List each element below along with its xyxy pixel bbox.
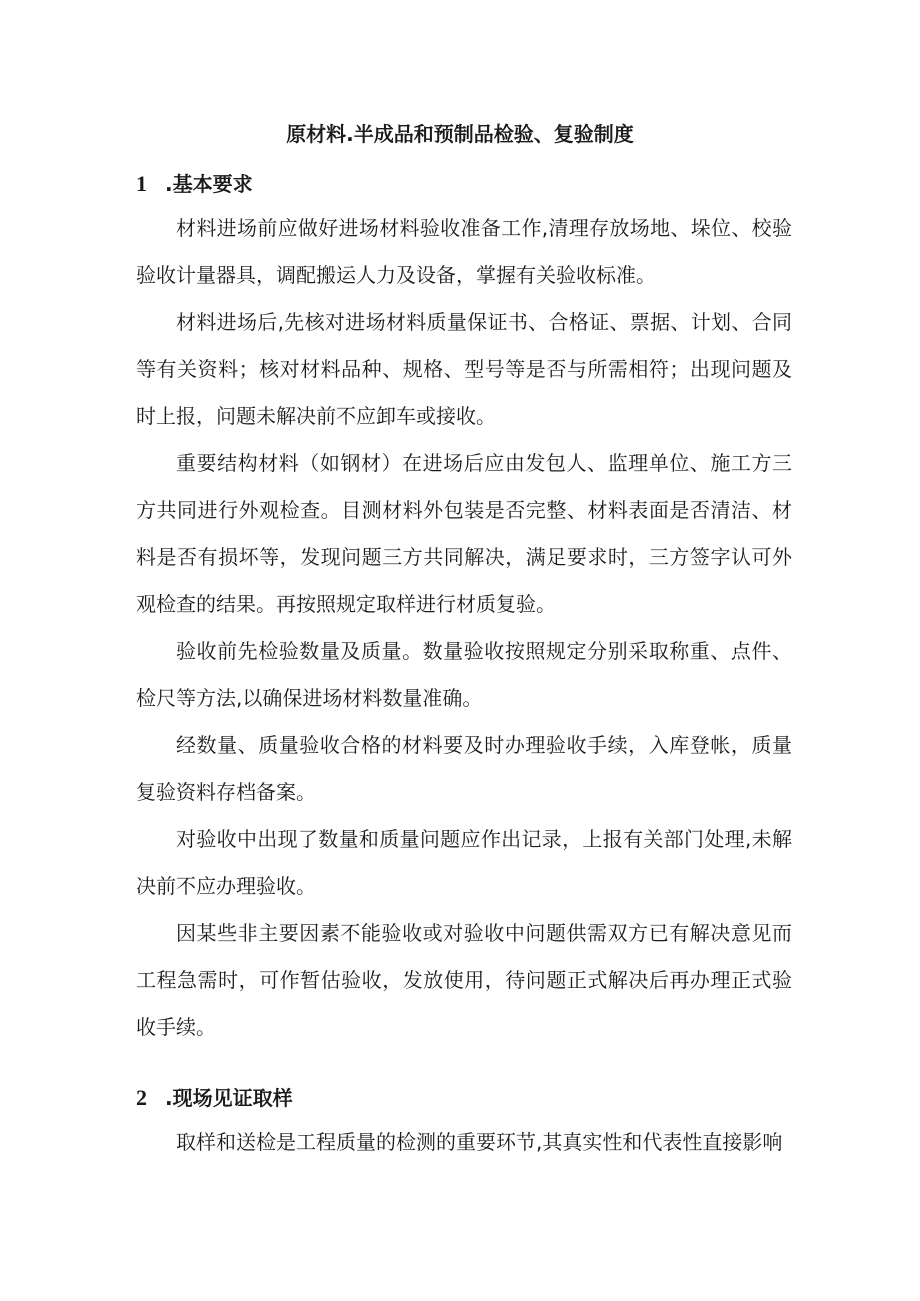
paragraph-problem-records: 对验收中出现了数量和质量问题应作出记录，上报有关部门处理,未解决前不应办理验收。: [136, 827, 792, 898]
paragraph-preparation: 材料进场前应做好进场材料验收准备工作,清理存放场地、垛位、校验验收计量器具，调配搬运人力及设备，掌握有关验收标准。: [136, 216, 792, 287]
paragraph-acceptance-procedure: 经数量、质量验收合格的材料要及时办理验收手续，入库登帐，质量复验资料存档备案。: [136, 733, 792, 804]
section-heading-basic-requirements: [136, 168, 253, 197]
paragraph-quantity-quality: 验收前先检验数量及质量。数量验收按照规定分别采取称重、点件、检尺等方法,以确保进场材料数量准确。: [136, 639, 792, 710]
section-number: 1: [136, 171, 147, 196]
paragraph-sampling-importance: 取样和送检是工程质量的检测的重要环节,其真实性和代表性直接影响: [176, 1130, 783, 1154]
section-number: 2: [136, 1085, 147, 1110]
section-title: .基本要求: [165, 172, 253, 196]
section-heading-witness-sampling: [136, 1082, 293, 1111]
paragraph-visual-inspection: 重要结构材料（如钢材）在进场后应由发包人、监理单位、施工方三方共同进行外观检查。目测材料外包装是否完整、材料表面是否清洁、材料是否有损坏等，发现问题三方共同解决，满足要求时，三方签字认可外观检查的结果。再按照规定取样进行材质复验。: [136, 451, 792, 616]
paragraph-provisional-acceptance: 因某些非主要因素不能验收或对验收中问题供需双方已有解决意见而工程急需时，可作暂估验收，发放使用，待问题正式解决后再办理正式验收手续。: [136, 921, 792, 1039]
document-title: 原材料.半成品和预制品检验、复验制度: [286, 122, 634, 146]
paragraph-document-check: 材料进场后,先核对进场材料质量保证书、合格证、票据、计划、合同等有关资料；核对材料品种、规格、型号等是否与所需相符；出现问题及时上报，问题未解决前不应卸车或接收。: [136, 310, 792, 428]
section-title: .现场见证取样: [165, 1086, 293, 1110]
